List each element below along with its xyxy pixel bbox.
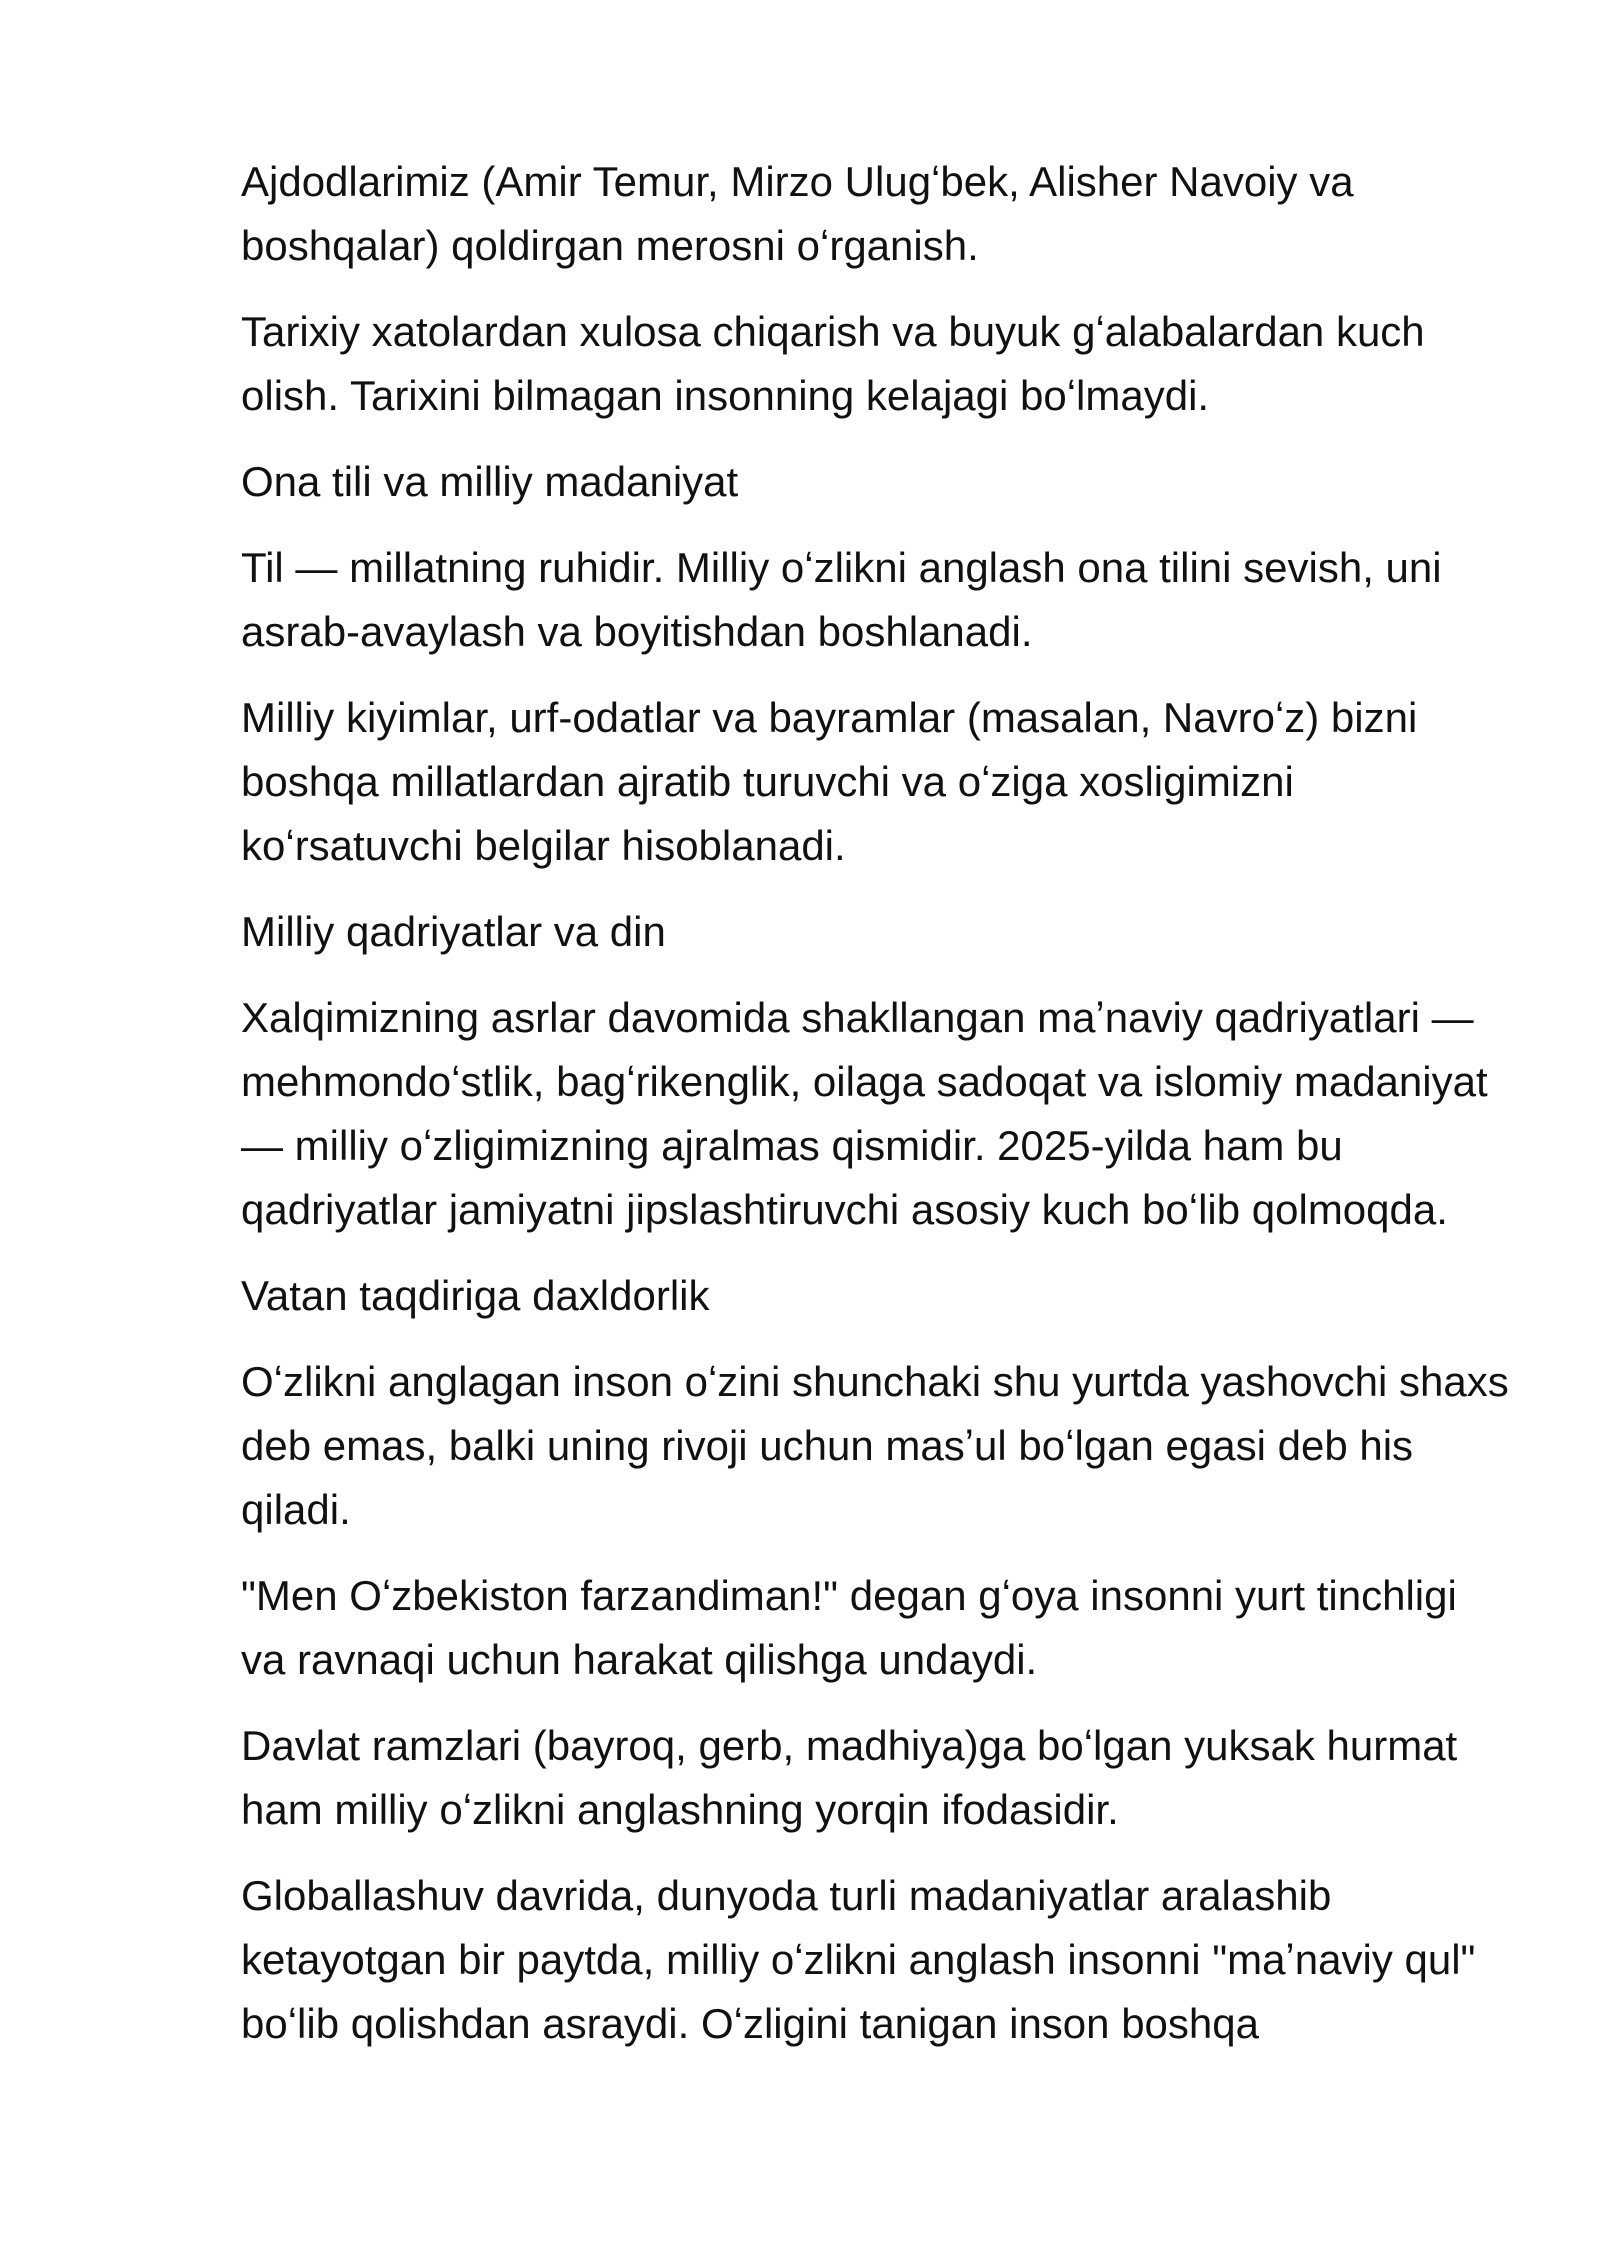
paragraph-ancestors-heritage: Ajdodlarimiz (Amir Temur, Mirzo Ulugʻbek, Alisher Navoiy va boshqalar) qoldirgan merosni oʻrganish. (241, 158, 1354, 269)
paragraph-history-lessons: Tarixiy xatolardan xulosa chiqarish va buyuk gʻalabalardan kuch olish. Tarixini bilmagan insonning kelajagi boʻlmaydi. (241, 308, 1425, 419)
paragraph-uzbekistan-child: "Men Oʻzbekiston farzandiman!" degan gʻoya insonni yurt tinchligi va ravnaqi uchun harakat qilishga undaydi. (241, 1572, 1457, 1683)
paragraph-globalization: Globallashuv davrida, dunyoda turli madaniyatlar aralashib ketayotgan bir paytda, milliy oʻzlikni anglash insonni "maʼnaviy qul" boʻlib qolishdan asraydi. Oʻzligini tanigan inson boshqa (241, 1872, 1476, 2047)
section-heading-values-religion: Milliy qadriyatlar va din (241, 908, 666, 955)
document-page (241, 150, 1511, 2078)
paragraph-language: Til — millatning ruhidir. Milliy oʻzlikni anglash ona tilini sevish, uni asrab-avaylash va boyitishdan boshlanadi. (241, 544, 1442, 655)
paragraph-spiritual-values: Xalqimizning asrlar davomida shakllangan maʼnaviy qadriyatlari — mehmondoʻstlik, bagʻrikenglik, oilaga sadoqat va islomiy madaniyat — milliy oʻzligimizning ajralmas qismidir. 2025-yilda ham bu qadriyatlar jamiyatni jipslashtiruvchi asosiy kuch boʻlib qolmoqda. (241, 994, 1488, 1233)
section-heading-language-culture: Ona tili va milliy madaniyat (241, 458, 739, 505)
section-heading-homeland-destiny: Vatan taqdiriga daxldorlik (241, 1272, 710, 1319)
paragraph-state-symbols: Davlat ramzlari (bayroq, gerb, madhiya)ga boʻlgan yuksak hurmat ham milliy oʻzlikni anglashning yorqin ifodasidir. (241, 1722, 1458, 1833)
paragraph-self-awareness: Oʻzlikni anglagan inson oʻzini shunchaki shu yurtda yashovchi shaxs deb emas, balki uning rivoji uchun masʼul boʻlgan egasi deb his qiladi. (241, 1358, 1509, 1533)
paragraph-national-customs: Milliy kiyimlar, urf-odatlar va bayramlar (masalan, Navroʻz) bizni boshqa millatlardan ajratib turuvchi va oʻziga xosligimizni koʻrsatuvchi belgilar hisoblanadi. (241, 694, 1418, 869)
